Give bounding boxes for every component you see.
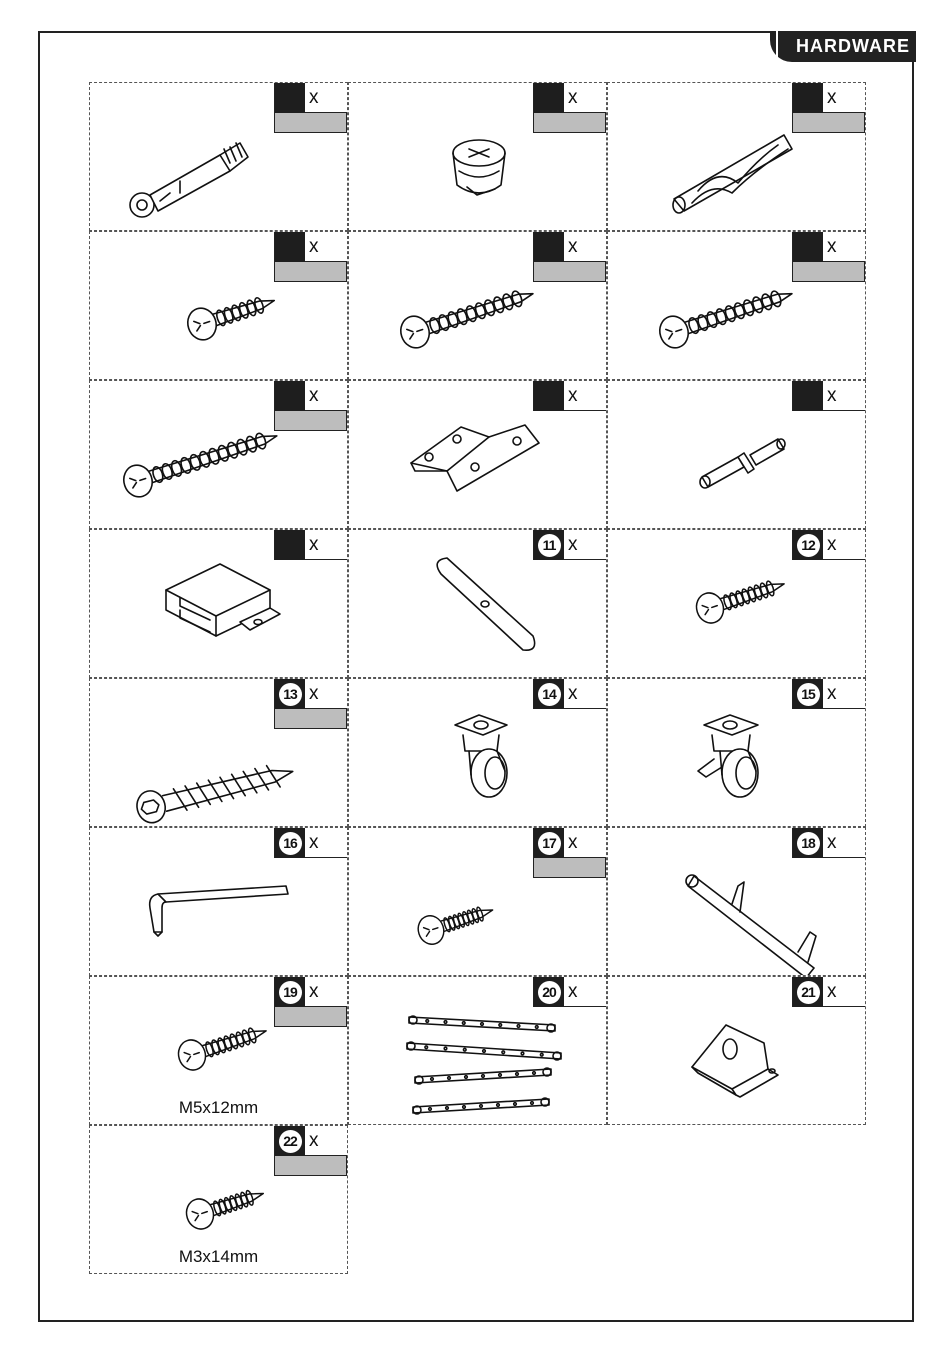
quantity-mark: x (305, 83, 347, 112)
quantity-box (533, 262, 606, 282)
item-number-box (534, 381, 564, 411)
item-number: 18 (797, 832, 820, 855)
hardware-item-21 (607, 976, 866, 1125)
item-badge (274, 530, 347, 560)
quantity-mark: x (564, 828, 606, 857)
quantity-box (274, 1156, 347, 1176)
quantity-mark: x (823, 679, 865, 708)
quantity-mark: x (305, 232, 347, 261)
hardware-item-14 (348, 678, 607, 827)
hardware-item-12 (607, 529, 866, 678)
quantity-mark: x (305, 381, 347, 410)
hardware-item-19 (89, 976, 348, 1125)
item-number: 17 (538, 832, 561, 855)
item-badge (792, 381, 865, 411)
item-number-box (793, 83, 823, 113)
item-number: 19 (279, 981, 302, 1004)
item-badge (792, 83, 865, 113)
hardware-item-01 (89, 82, 348, 231)
item-number: 16 (279, 832, 302, 855)
quantity-mark: x (823, 381, 865, 410)
hardware-item-18 (607, 827, 866, 976)
item-number-box (793, 530, 823, 560)
quantity-box (274, 1007, 347, 1027)
quantity-box (274, 411, 347, 431)
item-number-box (534, 83, 564, 113)
item-number: 20 (538, 981, 561, 1004)
item-number-box (275, 977, 305, 1007)
item-badge (533, 530, 606, 560)
quantity-mark: x (564, 232, 606, 261)
item-badge (792, 977, 865, 1007)
item-number-box (534, 977, 564, 1007)
item-badge (533, 679, 606, 709)
quantity-box (274, 709, 347, 729)
hardware-item-09 (607, 380, 866, 529)
item-badge (533, 381, 606, 411)
quantity-mark: x (564, 381, 606, 410)
item-number-box (534, 828, 564, 858)
quantity-mark: x (564, 679, 606, 708)
hardware-item-06 (607, 231, 866, 380)
item-number-box (534, 232, 564, 262)
item-badge (274, 232, 347, 262)
hardware-item-07 (89, 380, 348, 529)
quantity-box (792, 262, 865, 282)
item-badge (533, 828, 606, 858)
item-badge (274, 83, 347, 113)
item-badge (533, 977, 606, 1007)
quantity-mark: x (564, 530, 606, 559)
item-badge (274, 381, 347, 411)
hardware-item-08 (348, 380, 607, 529)
quantity-mark: x (564, 977, 606, 1006)
quantity-mark: x (305, 828, 347, 857)
item-badge (274, 1126, 347, 1156)
item-number: 22 (279, 1130, 302, 1153)
item-number-box (275, 1126, 305, 1156)
item-badge (792, 232, 865, 262)
quantity-mark: x (823, 828, 865, 857)
hardware-item-16 (89, 827, 348, 976)
quantity-mark: x (823, 83, 865, 112)
quantity-mark: x (305, 1126, 347, 1155)
item-number: 13 (279, 683, 302, 706)
quantity-box (274, 262, 347, 282)
item-number: 12 (797, 534, 820, 557)
item-badge (792, 530, 865, 560)
hardware-item-10 (89, 529, 348, 678)
item-number-box (793, 977, 823, 1007)
item-number-box (275, 679, 305, 709)
item-number-box (275, 381, 305, 411)
item-badge (533, 232, 606, 262)
hardware-item-11 (348, 529, 607, 678)
quantity-mark: x (305, 530, 347, 559)
hardware-tab (770, 31, 916, 62)
hardware-item-13 (89, 678, 348, 827)
quantity-box (533, 858, 606, 878)
quantity-box (792, 113, 865, 133)
item-number-box (275, 530, 305, 560)
quantity-mark: x (823, 232, 865, 261)
item-number: 21 (797, 981, 820, 1004)
hardware-item-03 (607, 82, 866, 231)
item-number-box (793, 381, 823, 411)
item-number-box (275, 83, 305, 113)
item-number-box (275, 232, 305, 262)
size-label: M5x12mm (178, 1098, 259, 1117)
item-badge (792, 679, 865, 709)
item-number: 11 (538, 534, 561, 557)
quantity-mark: x (823, 977, 865, 1006)
item-number-box (793, 232, 823, 262)
hardware-item-04 (89, 231, 348, 380)
hardware-item-05 (348, 231, 607, 380)
item-badge (533, 83, 606, 113)
hardware-item-20 (348, 976, 607, 1125)
item-number-box (793, 828, 823, 858)
hardware-item-15 (607, 678, 866, 827)
quantity-mark: x (564, 83, 606, 112)
quantity-mark: x (823, 530, 865, 559)
hardware-item-22 (89, 1125, 348, 1274)
item-badge (274, 828, 347, 858)
quantity-box (274, 113, 347, 133)
hardware-item-17 (348, 827, 607, 976)
hardware-title: HARDWARE (796, 36, 910, 56)
item-number: 15 (797, 683, 820, 706)
size-label: M3x14mm (178, 1247, 259, 1266)
quantity-mark: x (305, 679, 347, 708)
item-badge (274, 679, 347, 709)
item-number-box (275, 828, 305, 858)
item-number-box (534, 679, 564, 709)
item-number-box (793, 679, 823, 709)
item-badge (274, 977, 347, 1007)
quantity-mark: x (305, 977, 347, 1006)
item-badge (792, 828, 865, 858)
quantity-box (533, 113, 606, 133)
item-number: 14 (538, 683, 561, 706)
hardware-item-02 (348, 82, 607, 231)
item-number-box (534, 530, 564, 560)
